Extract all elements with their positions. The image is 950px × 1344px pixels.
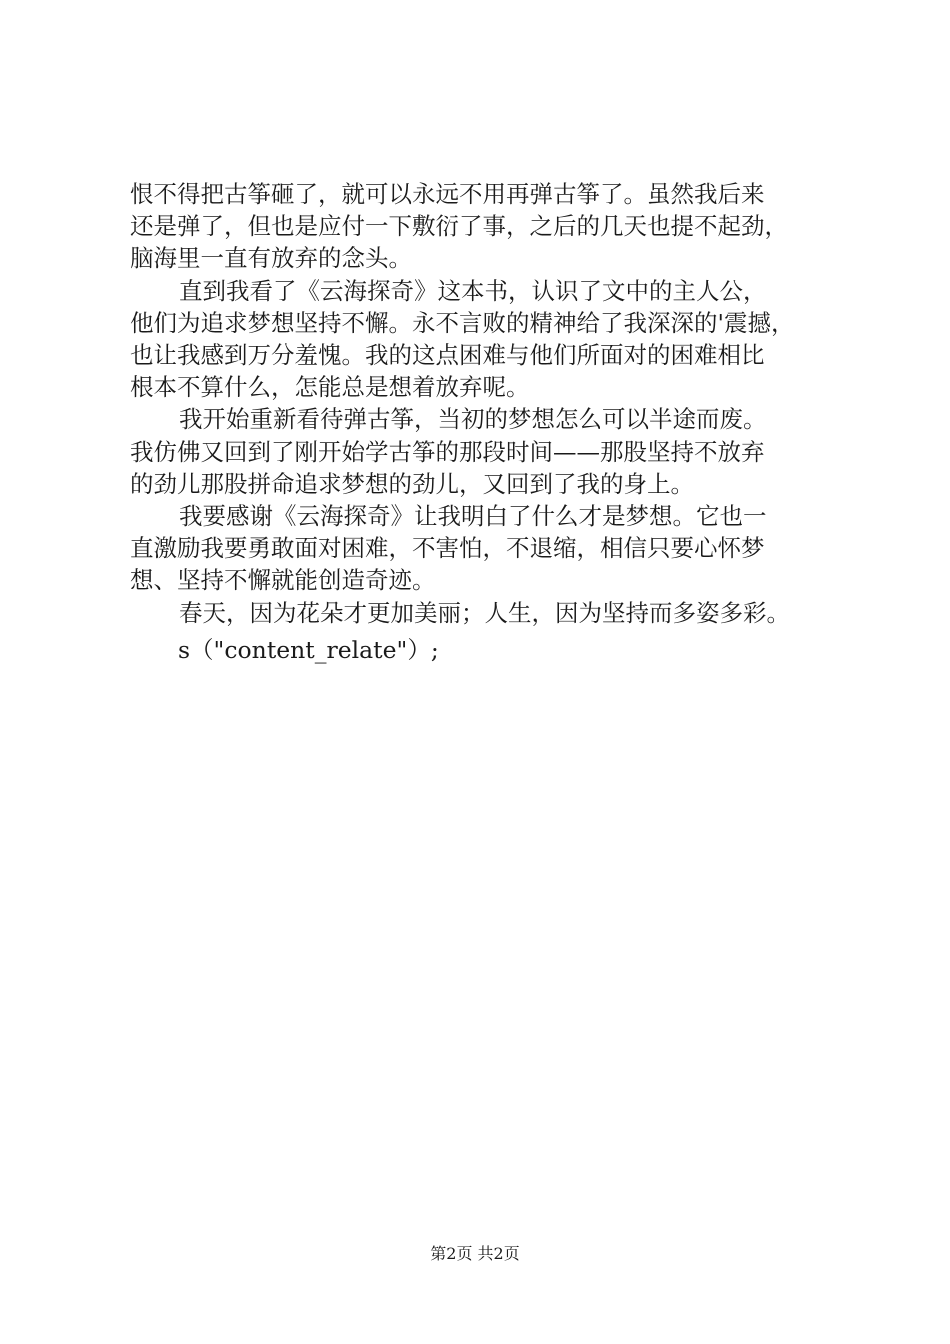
text-line: 我开始重新看待弹古筝，当初的梦想怎么可以半途而废。 <box>179 405 767 434</box>
paragraph-2 <box>130 275 850 404</box>
text-line: 脑海里一直有放弃的念头。 <box>130 244 412 273</box>
text-line: 我仿佛又回到了刚开始学古筝的那段时间——那股坚持不放弃 <box>130 437 765 466</box>
text-line: 根本不算什么，怎能总是想着放弃呢。 <box>130 373 530 402</box>
text-line: 恨不得把古筝砸了，就可以永远不用再弹古筝了。虽然我后来 <box>130 180 765 208</box>
paragraph-1 <box>130 178 850 275</box>
script-fragment-text: s（"content_relate"）; <box>178 636 439 664</box>
text-line: 还是弹了，但也是应付一下敷衍了事，之后的几天也提不起劲， <box>130 212 788 241</box>
text-line: 我要感谢《云海探奇》让我明白了什么才是梦想。它也一 <box>179 502 767 531</box>
text-line: 想、坚持不懈就能创造奇迹。 <box>130 566 436 595</box>
paragraph-4 <box>130 500 850 597</box>
paragraph-3 <box>130 403 850 500</box>
text-line: 春天，因为花朵才更加美丽；人生，因为坚持而多姿多彩。 <box>179 598 790 627</box>
paragraph-5 <box>130 597 850 629</box>
text-line: 直到我看了《云海探奇》这本书，认识了文中的主人公， <box>179 276 767 305</box>
text-line: 的劲儿那股拼命追求梦想的劲儿，又回到了我的身上。 <box>130 469 694 498</box>
page-footer: 第2页 共2页 <box>430 1244 520 1263</box>
body-text <box>130 178 850 629</box>
text-line: 也让我感到万分羞愧。我的这点困难与他们所面对的困难相比 <box>130 341 765 370</box>
text-line: 直激励我要勇敢面对困难，不害怕，不退缩，相信只要心怀梦 <box>130 534 765 563</box>
text-line: 他们为追求梦想坚持不懈。永不言败的精神给了我深深的'震撼， <box>130 308 795 337</box>
